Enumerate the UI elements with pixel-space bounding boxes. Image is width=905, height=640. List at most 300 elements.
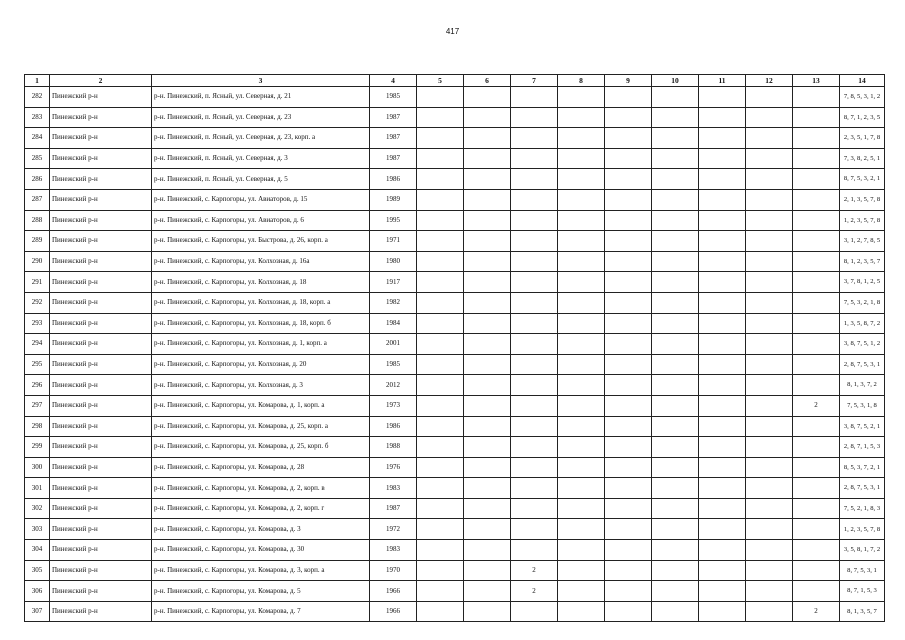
table-cell-col-3: р-н. Пинежский, п. Ясный, ул. Северная, д. 5	[152, 169, 370, 190]
table-cell-col-12	[746, 560, 793, 581]
table-cell-col-5	[417, 498, 464, 519]
table-cell-col-12	[746, 148, 793, 169]
table-cell-col-13	[793, 457, 840, 478]
table-cell-col-14: 3, 1, 2, 7, 8, 5	[840, 231, 885, 252]
table-row	[25, 128, 885, 149]
table-cell-col-8	[558, 519, 605, 540]
table-cell-col-2: Пинежский р-н	[50, 231, 152, 252]
table-cell-col-4: 1995	[370, 210, 417, 231]
table-cell-col-9	[605, 231, 652, 252]
table-row	[25, 498, 885, 519]
table-cell-col-11	[699, 272, 746, 293]
table-cell-col-10	[652, 457, 699, 478]
table-cell-col-7	[511, 128, 558, 149]
table-cell-col-10	[652, 416, 699, 437]
table-cell-col-13	[793, 416, 840, 437]
table-cell-col-13	[793, 437, 840, 458]
table-cell-col-2: Пинежский р-н	[50, 581, 152, 602]
table-cell-col-14: 3, 8, 7, 5, 1, 2	[840, 334, 885, 355]
table-cell-col-12	[746, 601, 793, 622]
table-cell-col-11	[699, 540, 746, 561]
table-cell-col-3: р-н. Пинежский, с. Карпогоры, ул. Авиаторов, д. 6	[152, 210, 370, 231]
table-cell-col-4: 1966	[370, 601, 417, 622]
table-cell-col-4: 1987	[370, 107, 417, 128]
header-row	[25, 75, 885, 87]
table-cell-col-8	[558, 375, 605, 396]
table-cell-col-6	[464, 210, 511, 231]
table-cell-col-10	[652, 334, 699, 355]
table-cell-col-5	[417, 519, 464, 540]
table-cell-col-1: 298	[25, 416, 50, 437]
table-cell-col-1: 299	[25, 437, 50, 458]
table-cell-col-1: 293	[25, 313, 50, 334]
table-cell-col-13	[793, 375, 840, 396]
table-cell-col-1: 287	[25, 189, 50, 210]
table-cell-col-4: 1970	[370, 560, 417, 581]
table-cell-col-12	[746, 375, 793, 396]
table-cell-col-3: р-н. Пинежский, с. Карпогоры, ул. Колхозная, д. 18, корп. б	[152, 313, 370, 334]
table-cell-col-4: 1989	[370, 189, 417, 210]
table-cell-col-11	[699, 416, 746, 437]
table-row	[25, 210, 885, 231]
table-cell-col-10	[652, 560, 699, 581]
table-cell-col-8	[558, 231, 605, 252]
table-cell-col-2: Пинежский р-н	[50, 292, 152, 313]
table-cell-col-13	[793, 210, 840, 231]
table-cell-col-9	[605, 272, 652, 293]
table-cell-col-2: Пинежский р-н	[50, 395, 152, 416]
table-cell-col-6	[464, 601, 511, 622]
table-cell-col-7	[511, 148, 558, 169]
table-cell-col-14: 7, 5, 2, 1, 8, 3	[840, 498, 885, 519]
table-cell-col-2: Пинежский р-н	[50, 601, 152, 622]
table-cell-col-2: Пинежский р-н	[50, 457, 152, 478]
table-cell-col-5	[417, 581, 464, 602]
table-cell-col-2: Пинежский р-н	[50, 210, 152, 231]
table-cell-col-13: 2	[793, 395, 840, 416]
table-cell-col-3: р-н. Пинежский, с. Карпогоры, ул. Колхозная, д. 16а	[152, 251, 370, 272]
table-cell-col-10	[652, 478, 699, 499]
table-cell-col-1: 305	[25, 560, 50, 581]
table-cell-col-13	[793, 581, 840, 602]
table-row	[25, 395, 885, 416]
table-cell-col-8	[558, 334, 605, 355]
table-cell-col-9	[605, 148, 652, 169]
table-cell-col-14: 8, 7, 5, 3, 2, 1	[840, 169, 885, 190]
table-cell-col-14: 2, 1, 3, 5, 7, 8	[840, 189, 885, 210]
table-cell-col-1: 295	[25, 354, 50, 375]
table-cell-col-5	[417, 354, 464, 375]
table-cell-col-5	[417, 231, 464, 252]
table-cell-col-11	[699, 601, 746, 622]
table-cell-col-11	[699, 354, 746, 375]
table-cell-col-7	[511, 313, 558, 334]
table-cell-col-7	[511, 395, 558, 416]
table-cell-col-12	[746, 189, 793, 210]
table-cell-col-9	[605, 498, 652, 519]
table-cell-col-3: р-н. Пинежский, с. Карпогоры, ул. Авиаторов, д. 15	[152, 189, 370, 210]
table-cell-col-6	[464, 416, 511, 437]
table-cell-col-14: 8, 7, 5, 3, 1	[840, 560, 885, 581]
table-cell-col-3: р-н. Пинежский, п. Ясный, ул. Северная, д. 21	[152, 87, 370, 108]
table-cell-col-5	[417, 128, 464, 149]
table-cell-col-13	[793, 540, 840, 561]
table-cell-col-12	[746, 540, 793, 561]
table-cell-col-4: 1987	[370, 128, 417, 149]
table-cell-col-10	[652, 128, 699, 149]
table-cell-col-7	[511, 292, 558, 313]
table-cell-col-1: 304	[25, 540, 50, 561]
table-cell-col-9	[605, 292, 652, 313]
table-cell-col-5	[417, 478, 464, 499]
table-cell-col-10	[652, 498, 699, 519]
table-cell-col-12	[746, 354, 793, 375]
table-cell-col-5	[417, 457, 464, 478]
table-cell-col-2: Пинежский р-н	[50, 169, 152, 190]
table-cell-col-14: 8, 5, 3, 7, 2, 1	[840, 457, 885, 478]
table-cell-col-9	[605, 189, 652, 210]
table-cell-col-1: 282	[25, 87, 50, 108]
table-cell-col-4: 1984	[370, 313, 417, 334]
table-cell-col-12	[746, 313, 793, 334]
table-cell-col-14: 1, 3, 5, 8, 7, 2	[840, 313, 885, 334]
table-cell-col-11	[699, 478, 746, 499]
table-cell-col-8	[558, 581, 605, 602]
table-cell-col-14: 8, 7, 1, 2, 3, 5	[840, 107, 885, 128]
table-row	[25, 169, 885, 190]
table-cell-col-5	[417, 189, 464, 210]
table-cell-col-6	[464, 498, 511, 519]
table-cell-col-4: 1973	[370, 395, 417, 416]
table-cell-col-7: 2	[511, 581, 558, 602]
table-cell-col-13	[793, 169, 840, 190]
table-cell-col-13	[793, 231, 840, 252]
table-cell-col-10	[652, 395, 699, 416]
table-cell-col-5	[417, 272, 464, 293]
table-cell-col-11	[699, 519, 746, 540]
table-cell-col-12	[746, 581, 793, 602]
table-cell-col-3: р-н. Пинежский, с. Карпогоры, ул. Быстрова, д. 26, корп. а	[152, 231, 370, 252]
table-cell-col-14: 3, 5, 8, 1, 7, 2	[840, 540, 885, 561]
table-cell-col-12	[746, 334, 793, 355]
table-cell-col-9	[605, 251, 652, 272]
table-cell-col-5	[417, 437, 464, 458]
table-row	[25, 189, 885, 210]
table-cell-col-4: 1986	[370, 169, 417, 190]
table-row	[25, 375, 885, 396]
table-cell-col-12	[746, 87, 793, 108]
table-cell-col-6	[464, 148, 511, 169]
table-cell-col-9	[605, 601, 652, 622]
table-cell-col-3: р-н. Пинежский, с. Карпогоры, ул. Колхозная, д. 18, корп. а	[152, 292, 370, 313]
table-cell-col-5	[417, 313, 464, 334]
table-cell-col-14: 8, 7, 1, 5, 3	[840, 581, 885, 602]
table-cell-col-9	[605, 457, 652, 478]
table-cell-col-6	[464, 457, 511, 478]
table-cell-col-3: р-н. Пинежский, с. Карпогоры, ул. Комарова, д. 7	[152, 601, 370, 622]
table-cell-col-10	[652, 375, 699, 396]
column-header-4: 4	[370, 75, 417, 87]
table-cell-col-2: Пинежский р-н	[50, 354, 152, 375]
table-cell-col-6	[464, 107, 511, 128]
table-cell-col-11	[699, 375, 746, 396]
table-cell-col-6	[464, 251, 511, 272]
table-cell-col-6	[464, 272, 511, 293]
table-cell-col-10	[652, 601, 699, 622]
table-cell-col-10	[652, 272, 699, 293]
table-cell-col-10	[652, 189, 699, 210]
table-cell-col-9	[605, 87, 652, 108]
column-header-2: 2	[50, 75, 152, 87]
table-cell-col-11	[699, 292, 746, 313]
table-cell-col-3: р-н. Пинежский, с. Карпогоры, ул. Комарова, д. 25, корп. а	[152, 416, 370, 437]
table-cell-col-11	[699, 87, 746, 108]
table-cell-col-4: 2001	[370, 334, 417, 355]
table-cell-col-12	[746, 395, 793, 416]
table-cell-col-9	[605, 416, 652, 437]
table-cell-col-3: р-н. Пинежский, с. Карпогоры, ул. Колхозная, д. 20	[152, 354, 370, 375]
table-cell-col-9	[605, 313, 652, 334]
table-cell-col-9	[605, 395, 652, 416]
table-cell-col-14: 7, 5, 3, 2, 1, 8	[840, 292, 885, 313]
table-cell-col-6	[464, 231, 511, 252]
table-cell-col-1: 307	[25, 601, 50, 622]
table-cell-col-1: 289	[25, 231, 50, 252]
table-cell-col-12	[746, 292, 793, 313]
table-cell-col-9	[605, 169, 652, 190]
table-cell-col-8	[558, 354, 605, 375]
table-cell-col-13	[793, 478, 840, 499]
table-cell-col-12	[746, 519, 793, 540]
table-cell-col-8	[558, 148, 605, 169]
table-cell-col-3: р-н. Пинежский, с. Карпогоры, ул. Комарова, д. 2, корп. в	[152, 478, 370, 499]
table-cell-col-7	[511, 519, 558, 540]
table-cell-col-10	[652, 437, 699, 458]
table-cell-col-12	[746, 498, 793, 519]
table-cell-col-14: 2, 8, 7, 5, 3, 1	[840, 478, 885, 499]
table-cell-col-12	[746, 169, 793, 190]
table-cell-col-6	[464, 128, 511, 149]
table-cell-col-6	[464, 437, 511, 458]
table-cell-col-2: Пинежский р-н	[50, 519, 152, 540]
table-cell-col-11	[699, 169, 746, 190]
table-cell-col-6	[464, 395, 511, 416]
table-cell-col-1: 292	[25, 292, 50, 313]
table-cell-col-11	[699, 128, 746, 149]
table-cell-col-5	[417, 375, 464, 396]
table-cell-col-8	[558, 292, 605, 313]
table-cell-col-4: 1985	[370, 87, 417, 108]
table-cell-col-12	[746, 457, 793, 478]
table-cell-col-8	[558, 560, 605, 581]
table-cell-col-7: 2	[511, 560, 558, 581]
table-cell-col-7	[511, 478, 558, 499]
table-cell-col-10	[652, 87, 699, 108]
table-cell-col-13: 2	[793, 601, 840, 622]
table-cell-col-7	[511, 272, 558, 293]
table-cell-col-2: Пинежский р-н	[50, 189, 152, 210]
table-cell-col-7	[511, 334, 558, 355]
table-cell-col-6	[464, 292, 511, 313]
table-cell-col-3: р-н. Пинежский, п. Ясный, ул. Северная, д. 23	[152, 107, 370, 128]
table-cell-col-5	[417, 395, 464, 416]
table-cell-col-6	[464, 540, 511, 561]
table-cell-col-3: р-н. Пинежский, с. Карпогоры, ул. Комарова, д. 3, корп. а	[152, 560, 370, 581]
table-cell-col-13	[793, 519, 840, 540]
table-cell-col-7	[511, 107, 558, 128]
table-cell-col-3: р-н. Пинежский, с. Карпогоры, ул. Комарова, д. 25, корп. б	[152, 437, 370, 458]
table-cell-col-14: 7, 5, 3, 1, 8	[840, 395, 885, 416]
table-row	[25, 540, 885, 561]
table-cell-col-9	[605, 540, 652, 561]
table-cell-col-7	[511, 498, 558, 519]
table-cell-col-7	[511, 375, 558, 396]
table-cell-col-7	[511, 457, 558, 478]
table-cell-col-12	[746, 107, 793, 128]
column-header-10: 10	[652, 75, 699, 87]
table-cell-col-7	[511, 251, 558, 272]
table-cell-col-11	[699, 498, 746, 519]
table-cell-col-13	[793, 251, 840, 272]
table-cell-col-13	[793, 334, 840, 355]
table-cell-col-2: Пинежский р-н	[50, 148, 152, 169]
table-cell-col-8	[558, 107, 605, 128]
table-cell-col-13	[793, 189, 840, 210]
column-header-12: 12	[746, 75, 793, 87]
table-cell-col-1: 288	[25, 210, 50, 231]
table-cell-col-9	[605, 519, 652, 540]
table-cell-col-3: р-н. Пинежский, с. Карпогоры, ул. Колхозная, д. 3	[152, 375, 370, 396]
table-cell-col-14: 3, 7, 8, 1, 2, 5	[840, 272, 885, 293]
table-cell-col-7	[511, 354, 558, 375]
table-cell-col-14: 7, 3, 8, 2, 5, 1	[840, 148, 885, 169]
table-cell-col-7	[511, 189, 558, 210]
table-cell-col-6	[464, 313, 511, 334]
column-header-6: 6	[464, 75, 511, 87]
table-cell-col-14: 8, 1, 3, 5, 7	[840, 601, 885, 622]
table-cell-col-3: р-н. Пинежский, с. Карпогоры, ул. Комарова, д. 30	[152, 540, 370, 561]
table-row	[25, 272, 885, 293]
table-cell-col-11	[699, 334, 746, 355]
table-cell-col-13	[793, 354, 840, 375]
table-cell-col-6	[464, 169, 511, 190]
table-cell-col-14: 7, 8, 5, 3, 1, 2	[840, 87, 885, 108]
table-cell-col-8	[558, 87, 605, 108]
table-cell-col-8	[558, 416, 605, 437]
column-header-9: 9	[605, 75, 652, 87]
table-cell-col-9	[605, 354, 652, 375]
table-cell-col-13	[793, 292, 840, 313]
table-cell-col-7	[511, 169, 558, 190]
table-row	[25, 457, 885, 478]
table-cell-col-5	[417, 560, 464, 581]
table-cell-col-12	[746, 231, 793, 252]
table-cell-col-10	[652, 292, 699, 313]
table-cell-col-2: Пинежский р-н	[50, 334, 152, 355]
table-cell-col-3: р-н. Пинежский, с. Карпогоры, ул. Комарова, д. 3	[152, 519, 370, 540]
table-cell-col-5	[417, 292, 464, 313]
table-cell-col-6	[464, 375, 511, 396]
table-row	[25, 601, 885, 622]
table-cell-col-1: 284	[25, 128, 50, 149]
table-cell-col-12	[746, 251, 793, 272]
table-row	[25, 107, 885, 128]
table-cell-col-8	[558, 251, 605, 272]
table-cell-col-13	[793, 560, 840, 581]
table-cell-col-5	[417, 601, 464, 622]
column-header-3: 3	[152, 75, 370, 87]
table-cell-col-5	[417, 251, 464, 272]
table-cell-col-12	[746, 416, 793, 437]
table-cell-col-6	[464, 354, 511, 375]
table-body	[25, 87, 885, 622]
table-cell-col-6	[464, 560, 511, 581]
table-cell-col-11	[699, 581, 746, 602]
table-cell-col-10	[652, 313, 699, 334]
table-cell-col-4: 1988	[370, 437, 417, 458]
table-cell-col-2: Пинежский р-н	[50, 251, 152, 272]
table-cell-col-8	[558, 313, 605, 334]
table-cell-col-5	[417, 210, 464, 231]
table-cell-col-8	[558, 437, 605, 458]
table-cell-col-9	[605, 107, 652, 128]
table-cell-col-2: Пинежский р-н	[50, 128, 152, 149]
table-row	[25, 437, 885, 458]
table-row	[25, 231, 885, 252]
table-cell-col-8	[558, 169, 605, 190]
table-cell-col-11	[699, 437, 746, 458]
table-cell-col-7	[511, 87, 558, 108]
table-cell-col-4: 1983	[370, 540, 417, 561]
table-cell-col-9	[605, 128, 652, 149]
table-cell-col-10	[652, 231, 699, 252]
table-cell-col-4: 1971	[370, 231, 417, 252]
column-header-5: 5	[417, 75, 464, 87]
table-cell-col-1: 301	[25, 478, 50, 499]
table-cell-col-1: 297	[25, 395, 50, 416]
table-cell-col-11	[699, 313, 746, 334]
table-cell-col-12	[746, 478, 793, 499]
table-row	[25, 251, 885, 272]
table-cell-col-4: 1972	[370, 519, 417, 540]
table-cell-col-11	[699, 107, 746, 128]
column-header-14: 14	[840, 75, 885, 87]
table-cell-col-3: р-н. Пинежский, с. Карпогоры, ул. Колхозная, д. 18	[152, 272, 370, 293]
table-cell-col-9	[605, 560, 652, 581]
table-row	[25, 354, 885, 375]
table-cell-col-12	[746, 128, 793, 149]
table-cell-col-9	[605, 581, 652, 602]
table-cell-col-2: Пинежский р-н	[50, 272, 152, 293]
table-cell-col-6	[464, 581, 511, 602]
table-cell-col-8	[558, 540, 605, 561]
table-row	[25, 519, 885, 540]
table-cell-col-2: Пинежский р-н	[50, 478, 152, 499]
table-cell-col-8	[558, 272, 605, 293]
table-cell-col-10	[652, 148, 699, 169]
table-cell-col-8	[558, 478, 605, 499]
table-cell-col-1: 296	[25, 375, 50, 396]
table-cell-col-2: Пинежский р-н	[50, 87, 152, 108]
table-cell-col-1: 286	[25, 169, 50, 190]
table-cell-col-14: 8, 1, 3, 7, 2	[840, 375, 885, 396]
table-cell-col-10	[652, 169, 699, 190]
table-cell-col-4: 1982	[370, 292, 417, 313]
table-cell-col-2: Пинежский р-н	[50, 498, 152, 519]
table-cell-col-4: 1986	[370, 416, 417, 437]
table-cell-col-4: 1983	[370, 478, 417, 499]
table-cell-col-9	[605, 210, 652, 231]
